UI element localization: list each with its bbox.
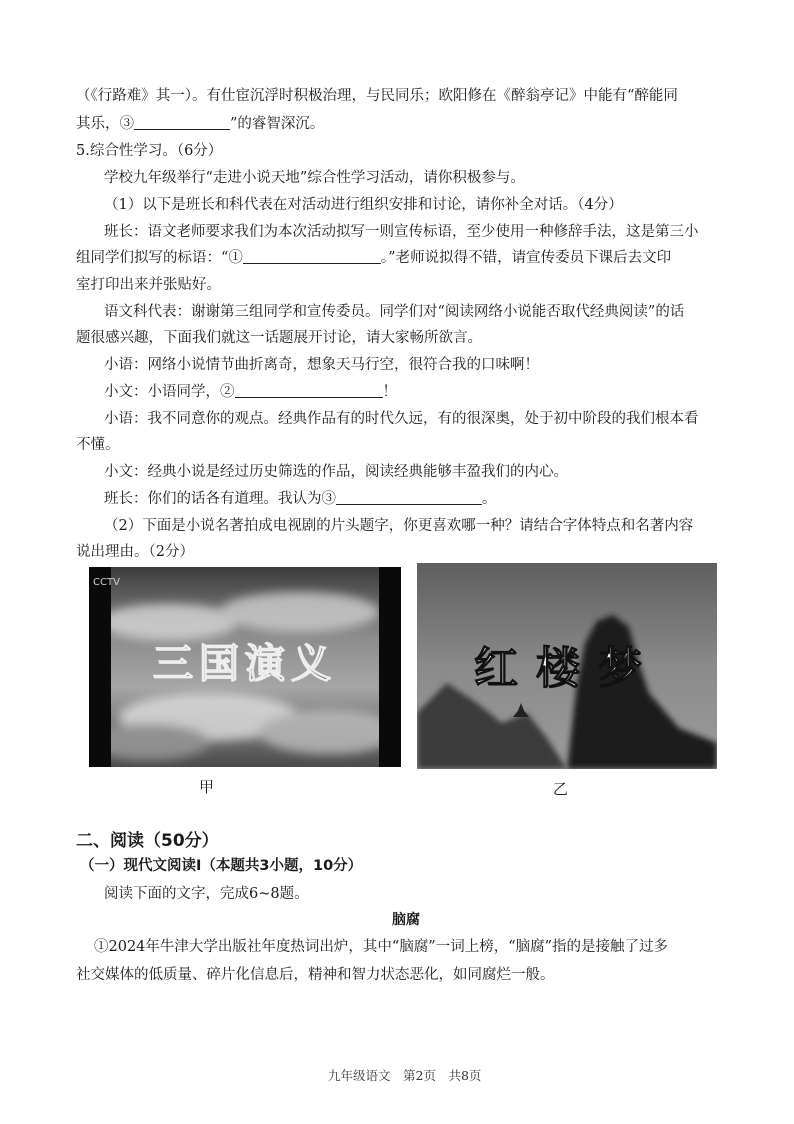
text-fragment: 。”老师说拟得不错，请宣传委员下课后去文印 [380, 250, 672, 266]
text-fragment: 其乐，③ [76, 116, 134, 132]
hongloumeng-still-image [417, 563, 717, 769]
text-fragment: ！ [382, 384, 397, 400]
answer-blank[interactable] [243, 248, 381, 264]
title-calligraphy: 红楼梦 [474, 643, 660, 694]
figure-hongloumeng [417, 563, 717, 769]
text-line [76, 248, 671, 268]
answer-blank[interactable] [336, 489, 482, 505]
text-fragment: ”的睿智深沉。 [230, 116, 325, 132]
text-line: 小语：我不同意你的观点。经典作品有的时代久远，有的很深奥，处于初中阶段的我们根本看 [104, 411, 699, 427]
text-line: 小文：经典小说是经过历史筛选的作品，阅读经典能够丰盈我们的内心。 [104, 464, 568, 480]
sub-question: （1）以下是班长和科代表在对活动进行组织安排和讨论，请你补全对话。（4分） [104, 197, 623, 213]
text-line: 说出理由。（2分） [76, 544, 194, 560]
text-line: 班长：语文老师要求我们为本次活动拟写一则宣传标语，至少使用一种修辞手法，这是第三小 [104, 224, 699, 240]
figure-sanguo [89, 567, 401, 767]
text-line [104, 382, 397, 402]
text-line [104, 489, 497, 509]
sanguo-still-image [89, 567, 401, 767]
answer-blank[interactable] [134, 114, 230, 130]
text-line: 小语：网络小说情节曲折离奇，想象天马行空，很符合我的口味啊！ [104, 357, 539, 373]
page-footer: 九年级语文 第2页 共8页 [328, 1068, 482, 1083]
text-fragment: 。 [482, 491, 497, 507]
article-paragraph: 社交媒体的低质量、碎片化信息后，精神和智力状态恶化，如同腐烂一般。 [76, 967, 555, 983]
question-heading: 5.综合性学习。（6分） [76, 143, 223, 159]
text-line: 学校九年级举行“走进小说天地”综合性学习活动，请你积极参与。 [104, 170, 525, 186]
section-heading: 二、阅读（50分） [76, 831, 219, 851]
text-line: 不懂。 [76, 437, 120, 453]
figure-caption: 甲 [199, 778, 215, 796]
title-calligraphy: 三国演义 [153, 640, 337, 687]
text-fragment: 组同学们拟写的标语：“① [76, 250, 243, 266]
text-fragment: 班长：你们的话各有道理。我认为③ [104, 491, 336, 507]
figure-caption: 乙 [553, 780, 569, 798]
sub-question: （2）下面是小说名著拍成电视剧的片头题字，你更喜欢哪一种？请结合字体特点和名著内容 [104, 518, 694, 534]
text-line: 室打印出来并张贴好。 [76, 277, 221, 293]
text-fragment: 小文：小语同学，② [104, 384, 235, 400]
text-line: 题很感兴趣，下面我们就这一话题展开讨论，请大家畅所欲言。 [76, 330, 482, 346]
text-line: （《行路难》其一）。有仕宦沉浮时积极治理，与民同乐；欧阳修在《醉翁亭记》中能有“醉能同 [76, 88, 678, 104]
answer-blank[interactable] [235, 382, 383, 398]
text-line [76, 114, 324, 134]
subsection-heading: （一）现代文阅读Ⅰ（本题共3小题，10分） [80, 858, 363, 874]
channel-logo: CCTV [93, 577, 120, 588]
text-line: 语文科代表：谢谢第三组同学和宣传委员。同学们对“阅读网络小说能否取代经典阅读”的话 [104, 304, 685, 320]
instruction-text: 阅读下面的文字，完成6~8题。 [104, 886, 309, 902]
article-title: 脑腐 [392, 912, 420, 928]
article-paragraph: ①2024年牛津大学出版社年度热词出炉，其中“脑腐”一词上榜，“脑腐”指的是接触了过多 [94, 939, 669, 955]
